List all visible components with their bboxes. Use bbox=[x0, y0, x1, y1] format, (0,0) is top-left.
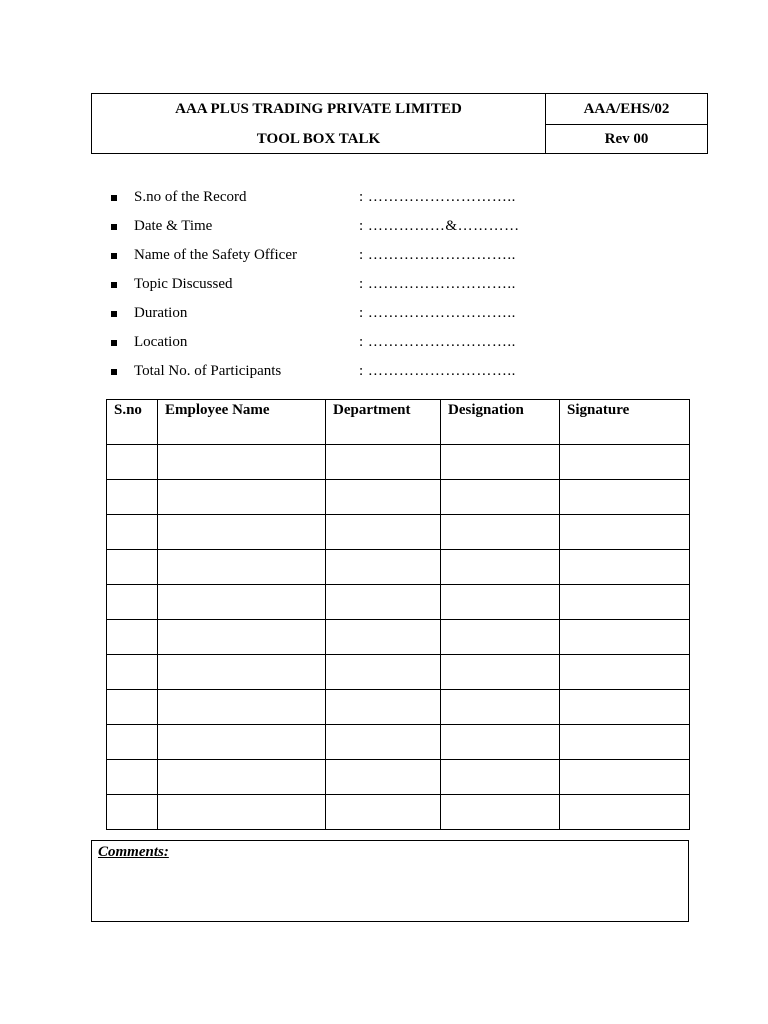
table-cell[interactable] bbox=[560, 515, 690, 550]
table-row bbox=[107, 795, 690, 830]
table-cell[interactable] bbox=[158, 550, 326, 585]
column-header-signature: Signature bbox=[560, 400, 690, 445]
column-header-sno: S.no bbox=[107, 400, 158, 445]
record-fields bbox=[111, 183, 611, 386]
document-header bbox=[91, 93, 708, 154]
field-location bbox=[111, 328, 611, 357]
field-label: Date & Time bbox=[134, 218, 213, 234]
bullet-icon bbox=[111, 253, 117, 259]
field-topic bbox=[111, 270, 611, 299]
table-cell[interactable] bbox=[326, 445, 441, 480]
table-cell[interactable] bbox=[158, 515, 326, 550]
table-row bbox=[107, 480, 690, 515]
table-cell[interactable] bbox=[560, 480, 690, 515]
table-cell[interactable] bbox=[158, 725, 326, 760]
table-cell[interactable] bbox=[107, 550, 158, 585]
company-name: AAA PLUS TRADING PRIVATE LIMITED bbox=[92, 94, 546, 125]
table-cell[interactable] bbox=[441, 795, 560, 830]
bullet-icon bbox=[111, 311, 117, 317]
bullet-icon bbox=[111, 340, 117, 346]
column-header-designation: Designation bbox=[441, 400, 560, 445]
table-row bbox=[107, 655, 690, 690]
column-header-department: Department bbox=[326, 400, 441, 445]
table-cell[interactable] bbox=[107, 725, 158, 760]
field-blank[interactable]: : ……………………….. bbox=[359, 189, 516, 205]
table-cell[interactable] bbox=[441, 620, 560, 655]
field-blank[interactable]: : ……………………….. bbox=[359, 276, 516, 292]
table-cell[interactable] bbox=[158, 795, 326, 830]
table-cell[interactable] bbox=[158, 445, 326, 480]
field-label: Topic Discussed bbox=[134, 276, 233, 292]
table-cell[interactable] bbox=[107, 620, 158, 655]
table-cell[interactable] bbox=[326, 550, 441, 585]
table-cell[interactable] bbox=[560, 445, 690, 480]
field-blank[interactable]: : ……………………….. bbox=[359, 363, 516, 379]
field-blank[interactable]: : ……………………….. bbox=[359, 334, 516, 350]
table-row bbox=[107, 690, 690, 725]
table-cell[interactable] bbox=[326, 480, 441, 515]
table-cell[interactable] bbox=[326, 795, 441, 830]
table-cell[interactable] bbox=[158, 480, 326, 515]
table-cell[interactable] bbox=[158, 690, 326, 725]
field-blank[interactable]: : ……………………….. bbox=[359, 305, 516, 321]
table-cell[interactable] bbox=[107, 585, 158, 620]
table-cell[interactable] bbox=[560, 585, 690, 620]
field-label: Duration bbox=[134, 305, 188, 321]
table-cell[interactable] bbox=[107, 690, 158, 725]
table-row bbox=[107, 550, 690, 585]
table-row bbox=[107, 515, 690, 550]
column-header-employee-name: Employee Name bbox=[158, 400, 326, 445]
field-label: Total No. of Participants bbox=[134, 363, 282, 379]
comments-box[interactable] bbox=[91, 840, 689, 922]
table-cell[interactable] bbox=[158, 585, 326, 620]
table-cell[interactable] bbox=[107, 445, 158, 480]
field-duration bbox=[111, 299, 611, 328]
table-cell[interactable] bbox=[441, 445, 560, 480]
revision-number: Rev 00 bbox=[604, 130, 649, 147]
table-cell[interactable] bbox=[326, 725, 441, 760]
table-cell[interactable] bbox=[560, 690, 690, 725]
table-row bbox=[107, 445, 690, 480]
table-cell[interactable] bbox=[560, 655, 690, 690]
table-cell[interactable] bbox=[441, 480, 560, 515]
document-title: TOOL BOX TALK bbox=[92, 125, 546, 153]
table-cell[interactable] bbox=[107, 515, 158, 550]
field-label: Location bbox=[134, 334, 188, 350]
table-cell[interactable] bbox=[441, 725, 560, 760]
table-cell[interactable] bbox=[326, 585, 441, 620]
field-date-time bbox=[111, 212, 611, 241]
table-cell[interactable] bbox=[158, 655, 326, 690]
document-code: AAA/EHS/02 bbox=[546, 94, 707, 125]
table-cell[interactable] bbox=[441, 515, 560, 550]
field-label: S.no of the Record bbox=[134, 189, 247, 205]
comments-label: Comments: bbox=[98, 844, 169, 860]
field-participants bbox=[111, 357, 611, 386]
table-header-row bbox=[107, 400, 690, 445]
table-cell[interactable] bbox=[158, 760, 326, 795]
field-label: Name of the Safety Officer bbox=[134, 247, 297, 263]
table-cell[interactable] bbox=[107, 655, 158, 690]
table-cell[interactable] bbox=[441, 760, 560, 795]
participants-table bbox=[106, 399, 690, 830]
table-cell[interactable] bbox=[441, 655, 560, 690]
table-cell[interactable] bbox=[441, 550, 560, 585]
table-cell[interactable] bbox=[560, 620, 690, 655]
bullet-icon bbox=[111, 195, 117, 201]
table-row bbox=[107, 760, 690, 795]
table-cell[interactable] bbox=[326, 760, 441, 795]
table-cell[interactable] bbox=[560, 725, 690, 760]
table-cell[interactable] bbox=[326, 690, 441, 725]
field-record-sno bbox=[111, 183, 611, 212]
table-cell[interactable] bbox=[441, 585, 560, 620]
table-body bbox=[107, 445, 690, 830]
table-cell[interactable] bbox=[560, 550, 690, 585]
table-cell[interactable] bbox=[326, 620, 441, 655]
bullet-icon bbox=[111, 282, 117, 288]
bullet-icon bbox=[111, 224, 117, 230]
bullet-icon bbox=[111, 369, 117, 375]
table-cell[interactable] bbox=[107, 760, 158, 795]
table-cell[interactable] bbox=[441, 690, 560, 725]
table-row bbox=[107, 620, 690, 655]
table-cell[interactable] bbox=[560, 795, 690, 830]
table-cell[interactable] bbox=[326, 655, 441, 690]
table-row bbox=[107, 585, 690, 620]
field-blank[interactable]: : ……………&………… bbox=[359, 218, 520, 234]
field-blank[interactable]: : ……………………….. bbox=[359, 247, 516, 263]
table-cell[interactable] bbox=[107, 795, 158, 830]
table-row bbox=[107, 725, 690, 760]
field-safety-officer bbox=[111, 241, 611, 270]
table-cell[interactable] bbox=[107, 480, 158, 515]
table-cell[interactable] bbox=[326, 515, 441, 550]
table-cell[interactable] bbox=[158, 620, 326, 655]
table-cell[interactable] bbox=[560, 760, 690, 795]
